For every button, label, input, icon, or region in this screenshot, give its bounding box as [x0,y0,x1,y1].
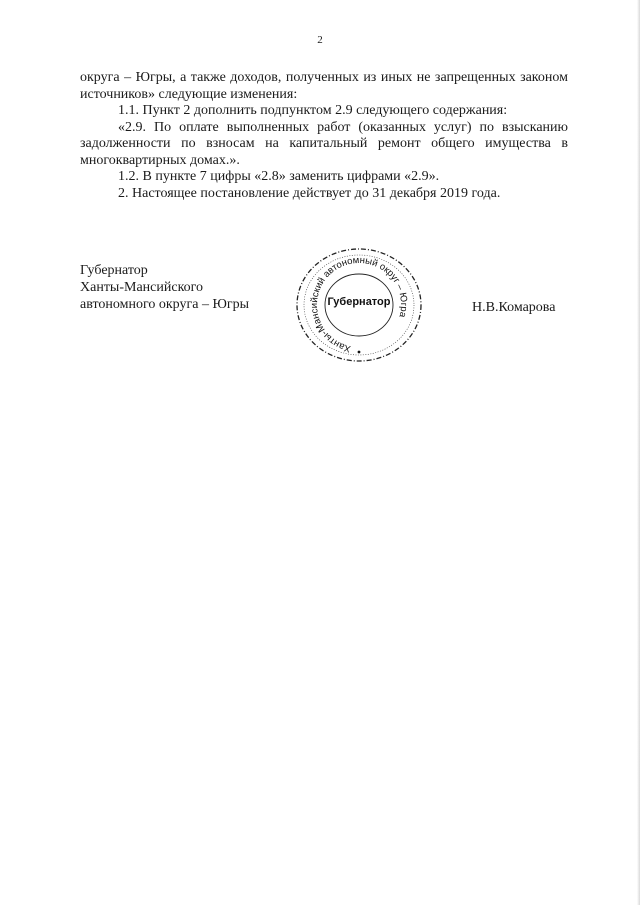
document-body [80,70,568,202]
signatory-title-line: Губернатор [80,263,148,278]
signatory-title-line: автономного округа – Югры [80,297,249,312]
seal-center-text: Губернатор [327,296,391,308]
page-number: 2 [317,34,323,46]
signatory-title [80,262,249,313]
official-seal [292,246,426,364]
signatory-name: Н.В.Комарова [472,300,556,315]
seal-dot-icon [358,351,361,354]
paragraph-quote-2-9: «2.9. По оплате выполненных работ (оказанных услуг) по взысканию задолженности по взносам на капитальный ремонт общего имущества в многоквартирных домах.». [80,119,568,168]
signatory-title-line: Ханты-Мансийского [80,280,204,295]
paragraph-item-2: 2. Настоящее постановление действует до 31 декабря 2019 года. [118,185,501,201]
paragraph-item-1-2: 1.2. В пункте 7 цифры «2.8» заменить цифрами «2.9». [118,169,440,184]
seal-ring-text: Ханты-Мансийский автономный округ – Югра [308,254,410,355]
paragraph-continuation: округа – Югры, а также доходов, полученных из иных не запрещенных законом источников» следующие изменения: [80,70,568,102]
paragraph-item-1-1: 1.1. Пункт 2 дополнить подпунктом 2.9 следующего содержания: [118,103,508,118]
